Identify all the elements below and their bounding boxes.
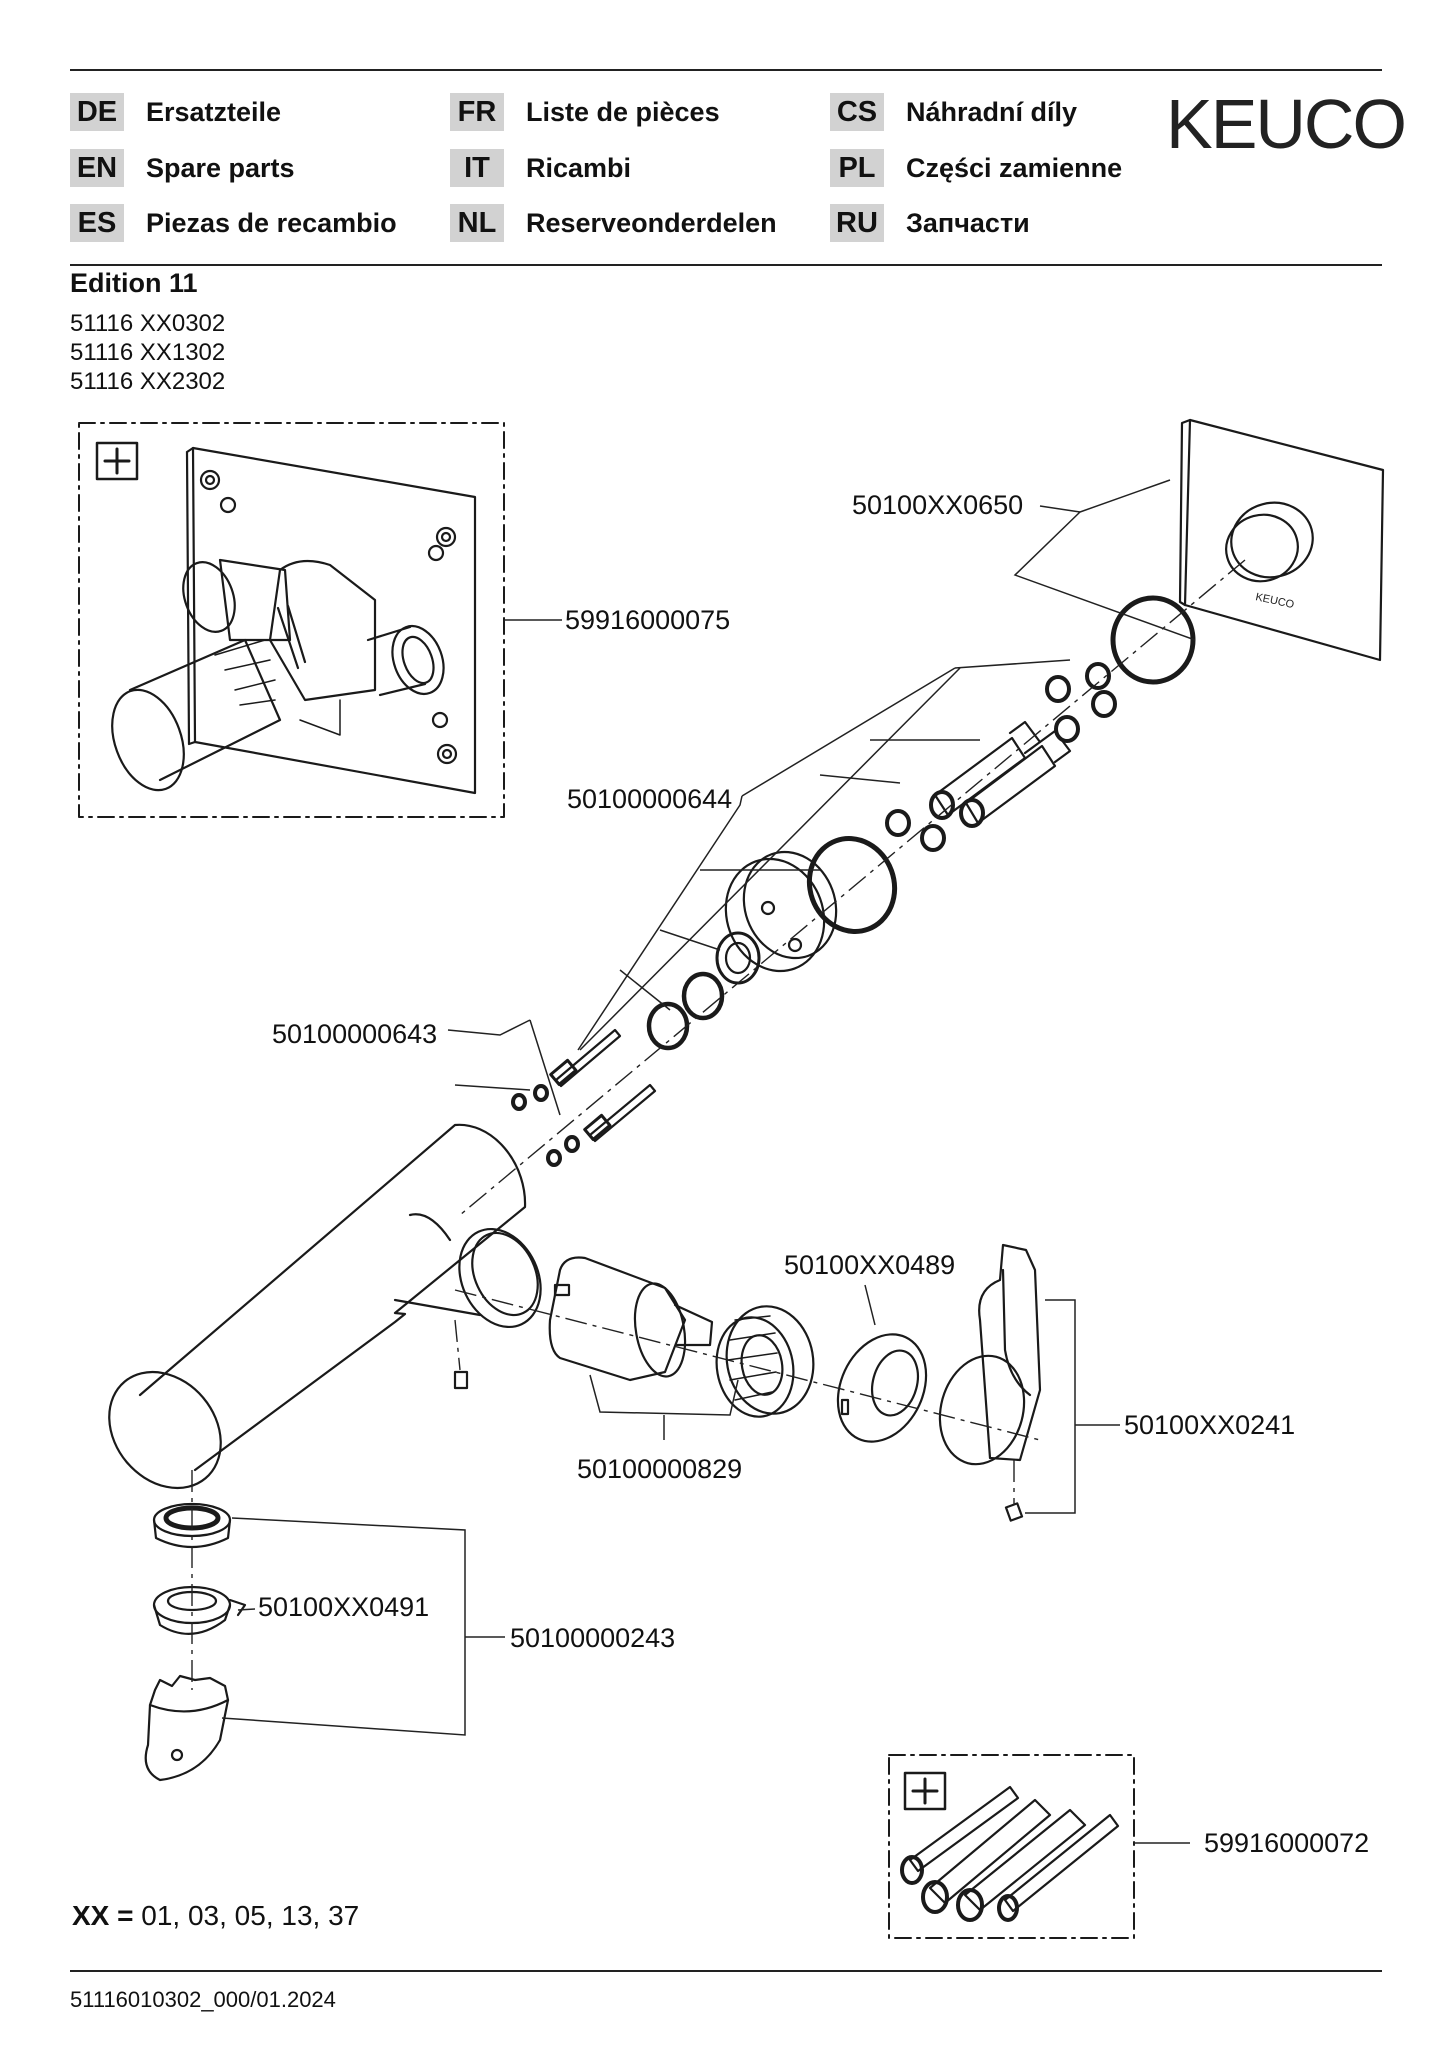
part-number-aerator-set: 50100000243	[510, 1623, 676, 1653]
xx-legend	[72, 1900, 359, 1932]
lang-code: FR	[450, 93, 504, 131]
model-number: 51116 XX1302	[70, 339, 226, 366]
o-ring-small	[513, 664, 1115, 1165]
part-number-cover-plate: 50100XX0650	[852, 490, 1024, 520]
lang-code: PL	[830, 149, 884, 187]
cover-plate	[1180, 420, 1383, 660]
cartridge	[550, 1258, 712, 1381]
lang-label: Piezas de recambio	[146, 207, 397, 238]
threaded-ring	[709, 1299, 822, 1422]
extension-tubes	[902, 1787, 1118, 1920]
part-number-aerator-ring: 50100XX0491	[258, 1592, 430, 1622]
part-number-rosette: 50100XX0489	[784, 1250, 956, 1280]
lang-code: NL	[450, 204, 504, 242]
cover-plate-logo: KEUCO	[1254, 591, 1296, 612]
lang-code: RU	[830, 204, 884, 242]
document-number: 51116010302_000/01.2024	[70, 1987, 336, 2012]
xx-label: XX =	[72, 1900, 134, 1931]
valve-head	[710, 839, 850, 985]
part-number-rough-in: 59916000075	[565, 605, 731, 635]
lang-label: Części zamienne	[906, 152, 1123, 183]
connector-tube	[931, 722, 1070, 826]
lang-label: Запчасти	[906, 207, 1030, 238]
lang-label: Spare parts	[146, 152, 295, 183]
part-number-connector-set: 50100000644	[567, 784, 733, 814]
lang-code: ES	[70, 204, 124, 242]
model-number: 51116 XX0302	[70, 310, 226, 337]
lang-label: Reserveonderdelen	[526, 207, 777, 238]
lang-label: Náhradní díly	[906, 96, 1078, 127]
rough-in-valve	[99, 448, 475, 800]
xx-values: 01, 03, 05, 13, 37	[141, 1900, 360, 1931]
aerator-key	[146, 1676, 228, 1780]
spout-body	[86, 1125, 556, 1511]
part-number-cartridge: 50100000829	[577, 1454, 743, 1484]
lang-code: IT	[450, 149, 504, 187]
lang-label: Ricambi	[526, 152, 632, 183]
plus-icon	[97, 443, 137, 479]
part-number-lever: 50100XX0241	[1124, 1410, 1296, 1440]
brand-logo: KEUCO	[1166, 85, 1405, 163]
edition-title: Edition 11	[70, 268, 198, 298]
aerator-ring	[154, 1587, 245, 1634]
pin	[551, 1030, 655, 1141]
model-number: 51116 XX2302	[70, 368, 226, 395]
lang-code: CS	[830, 93, 884, 131]
lang-label: Liste de pièces	[526, 96, 720, 127]
o-ring-large	[1113, 598, 1193, 682]
lever-handle	[928, 1245, 1040, 1521]
lang-code: EN	[70, 149, 124, 187]
part-number-pins: 50100000643	[272, 1019, 438, 1049]
lang-label: Ersatzteile	[146, 96, 282, 127]
plus-icon	[905, 1773, 945, 1809]
part-number-extension-set: 59916000072	[1204, 1828, 1370, 1858]
lang-code: DE	[70, 93, 124, 131]
